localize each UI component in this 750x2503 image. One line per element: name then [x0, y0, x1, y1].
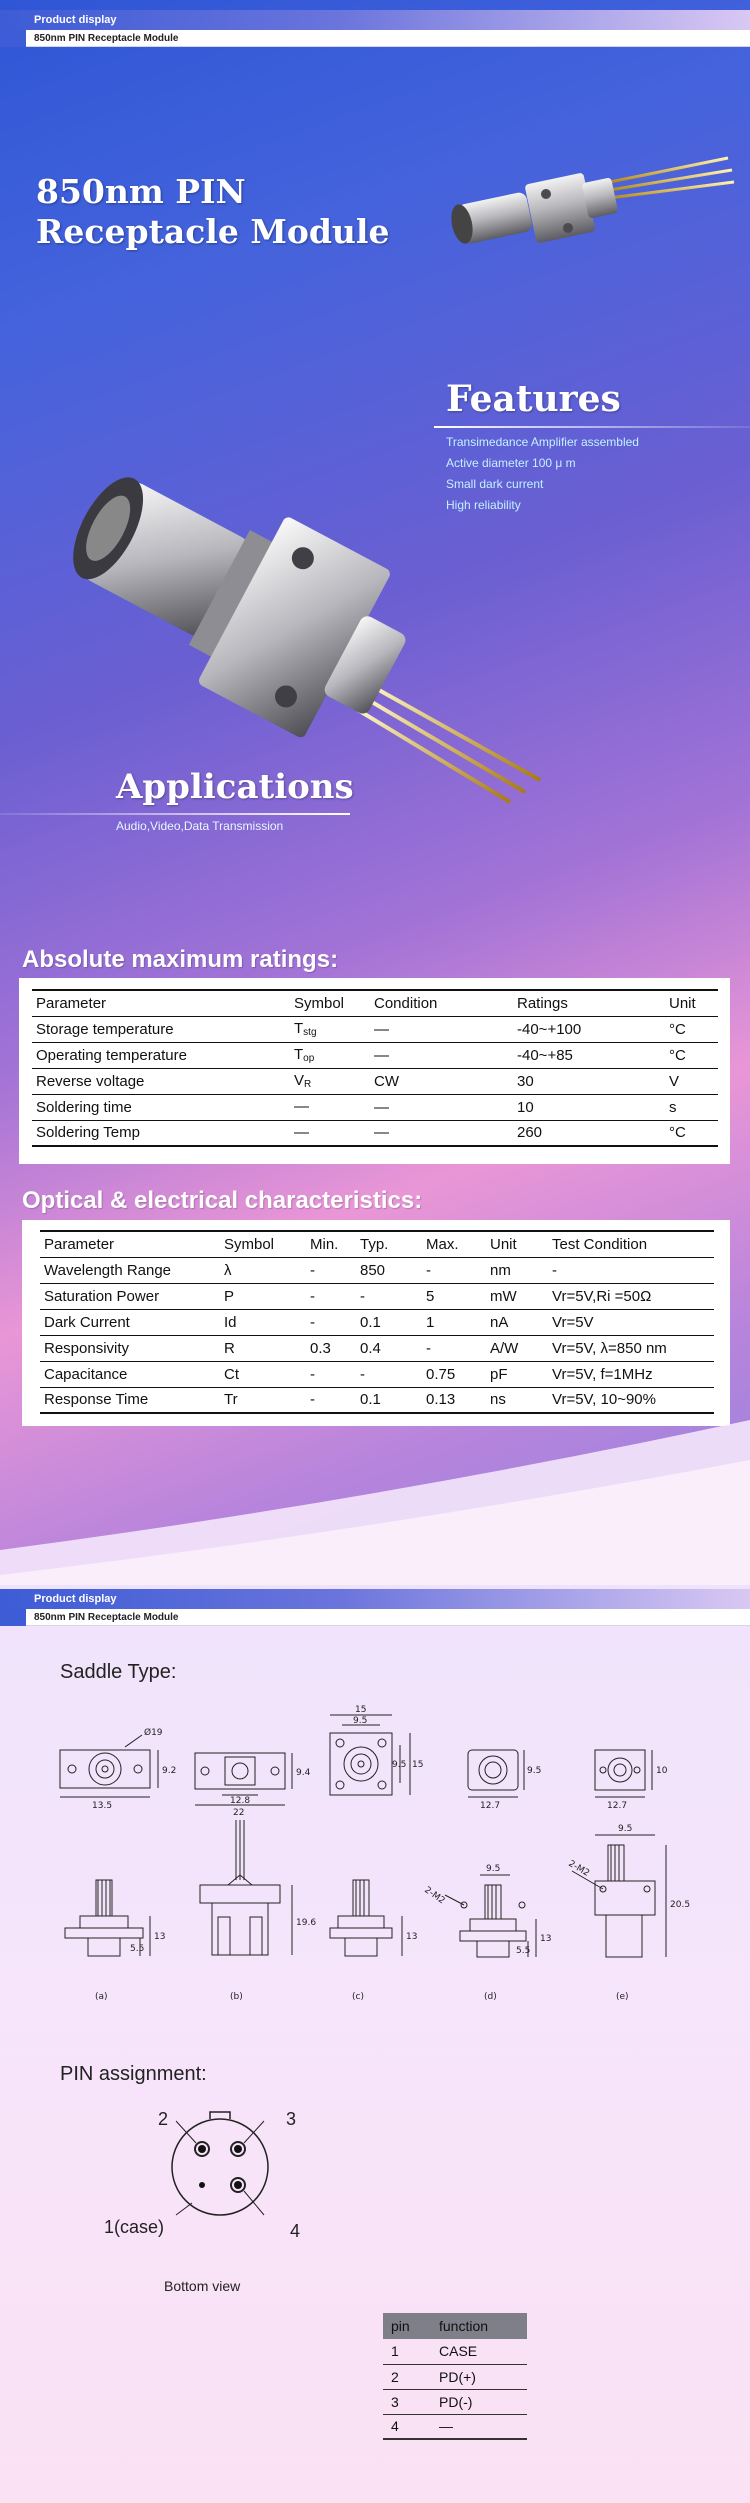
cell-condition: CW [370, 1068, 513, 1094]
dim-sd-screw: 2-M2 [422, 1885, 447, 1907]
cell-symbol: — [290, 1120, 370, 1146]
cell-symbol: $T_{op}$ [290, 1042, 370, 1068]
table-header-row [40, 1231, 714, 1257]
cell-condition: — [370, 1042, 513, 1068]
header-bar [0, 10, 750, 30]
cell-unit: °C [665, 1016, 718, 1042]
cell: - [306, 1387, 356, 1413]
table-row [32, 1042, 718, 1068]
col-header: function [431, 2313, 527, 2339]
cell: 0.13 [422, 1387, 486, 1413]
cell: Vr=5V [548, 1309, 714, 1335]
cell: CASE [431, 2339, 527, 2364]
cell-symbol: $T_{stg}$ [290, 1016, 370, 1042]
cell: A/W [486, 1335, 548, 1361]
cell-rating: 10 [513, 1094, 665, 1120]
col-header: Unit [665, 990, 718, 1016]
features-underline [434, 426, 750, 428]
dim-c-h2: 15 [412, 1760, 424, 1770]
col-header: Min. [306, 1231, 356, 1257]
cell: PD(-) [431, 2389, 527, 2414]
cell: - [306, 1257, 356, 1283]
cell-param: Storage temperature [32, 1016, 290, 1042]
header-tag: Product display [34, 1593, 117, 1605]
cell: 3 [383, 2389, 431, 2414]
header-bar [0, 1589, 750, 1609]
cell: Responsivity [40, 1335, 220, 1361]
cell: 0.4 [356, 1335, 422, 1361]
pin-table [383, 2313, 527, 2440]
pin-assignment-heading: PIN assignment: [60, 2063, 207, 2085]
cell: - [306, 1361, 356, 1387]
dim-a-w: 13.5 [92, 1801, 113, 1811]
cell: Vr=5V,Ri =50Ω [548, 1283, 714, 1309]
cell: Tr [220, 1387, 306, 1413]
table-row [32, 1094, 718, 1120]
cell: Dark Current [40, 1309, 220, 1335]
cell-param: Operating temperature [32, 1042, 290, 1068]
cell: nm [486, 1257, 548, 1283]
table-row [40, 1283, 714, 1309]
cell: 0.1 [356, 1387, 422, 1413]
cell: mW [486, 1283, 548, 1309]
table-row [383, 2339, 527, 2364]
cell-condition: — [370, 1094, 513, 1120]
cell-condition: — [370, 1120, 513, 1146]
dim-b-h: 9.4 [296, 1768, 311, 1778]
table-header-row [383, 2313, 527, 2339]
applications-underline [0, 813, 350, 815]
dim-se-h: 20.5 [670, 1900, 691, 1910]
cell: - [422, 1257, 486, 1283]
cell: pF [486, 1361, 548, 1387]
hero-title-line2: Receptacle Module [36, 212, 390, 251]
subtitle-bar [0, 1609, 750, 1626]
cell: 850 [356, 1257, 422, 1283]
dim-b-w2: 22 [233, 1808, 245, 1818]
cell-unit: s [665, 1094, 718, 1120]
cell-symbol: $V_R$ [290, 1068, 370, 1094]
cell: - [356, 1361, 422, 1387]
product-image-small [440, 140, 740, 260]
dim-sb-h: 19.6 [296, 1918, 317, 1928]
optical-heading: Optical & electrical characteristics: [22, 1187, 423, 1214]
top-view-a [60, 1727, 176, 1811]
cell-rating: 260 [513, 1120, 665, 1146]
cell: 0.75 [422, 1361, 486, 1387]
cell-param: Soldering Temp [32, 1120, 290, 1146]
abs-ratings-panel [19, 978, 730, 1164]
cell: Capacitance [40, 1361, 220, 1387]
product-display-section-2 [0, 1585, 750, 2503]
table-row [32, 1016, 718, 1042]
cell: 5 [422, 1283, 486, 1309]
cell: Wavelength Range [40, 1257, 220, 1283]
cell: Saturation Power [40, 1283, 220, 1309]
cell: 2 [383, 2364, 431, 2389]
cell: — [431, 2414, 527, 2439]
header-subtitle: 850nm PIN Receptacle Module [34, 1612, 179, 1623]
table-row [32, 1120, 718, 1146]
top-view-e [595, 1750, 668, 1811]
top-view-c [330, 1705, 423, 1795]
label-b: (b) [230, 1992, 243, 2002]
top-view-d [468, 1750, 541, 1811]
cell-symbol: — [290, 1094, 370, 1120]
cell: 1 [383, 2339, 431, 2364]
table-row [40, 1257, 714, 1283]
col-header: Unit [486, 1231, 548, 1257]
table-row [32, 1068, 718, 1094]
saddle-type-heading: Saddle Type: [60, 1661, 177, 1683]
side-view-b [200, 1820, 316, 2002]
dim-se-w: 9.5 [618, 1824, 633, 1834]
dim-d-h: 9.5 [527, 1766, 542, 1776]
dim-b-w1: 12.8 [230, 1796, 251, 1806]
cell: PD(+) [431, 2364, 527, 2389]
table-row [40, 1335, 714, 1361]
side-view-a [65, 1880, 165, 2002]
table-row [383, 2414, 527, 2439]
dim-sc-h: 13 [406, 1932, 418, 1942]
feature-item: High reliability [446, 498, 521, 512]
cell: - [422, 1335, 486, 1361]
top-view-b [195, 1753, 311, 1818]
abs-ratings-table [32, 989, 718, 1147]
cell: 0.3 [306, 1335, 356, 1361]
cell: - [548, 1257, 714, 1283]
features-heading: Features [446, 378, 621, 420]
cell: 0.1 [356, 1309, 422, 1335]
label-c: (c) [352, 1992, 364, 2002]
label-e: (e) [616, 1992, 629, 2002]
cell: Id [220, 1309, 306, 1335]
header-subtitle: 850nm PIN Receptacle Module [34, 33, 179, 44]
applications-heading: Applications [116, 767, 354, 807]
saddle-drawings [40, 1695, 740, 2025]
cell: Ct [220, 1361, 306, 1387]
dim-a-h: 9.2 [162, 1766, 177, 1776]
pin-label-4: 4 [290, 2221, 301, 2241]
cell-unit: V [665, 1068, 718, 1094]
pin-label-2: 2 [158, 2109, 169, 2129]
cell: - [306, 1283, 356, 1309]
pin-label-3: 3 [286, 2109, 297, 2129]
cell: λ [220, 1257, 306, 1283]
dim-a-dia: Ø19 [144, 1728, 163, 1738]
cell-rating: -40~+100 [513, 1016, 665, 1042]
subtitle-bar [0, 30, 750, 47]
side-view-e [567, 1824, 691, 2002]
cell-param: Soldering time [32, 1094, 290, 1120]
dim-se-screw: 2-M2 [566, 1858, 591, 1879]
cell: ns [486, 1387, 548, 1413]
cell-unit: °C [665, 1042, 718, 1068]
cell: - [306, 1309, 356, 1335]
bottom-view-caption: Bottom view [164, 2278, 241, 2294]
dim-sa-h2: 5.5 [130, 1944, 145, 1954]
dim-sa-h1: 13 [154, 1932, 166, 1942]
hero-title [36, 172, 456, 252]
cell: Vr=5V, λ=850 nm [548, 1335, 714, 1361]
table-row [40, 1309, 714, 1335]
cell-condition: — [370, 1016, 513, 1042]
cell: P [220, 1283, 306, 1309]
dim-sd-h2: 5.5 [516, 1946, 531, 1956]
table-row [383, 2364, 527, 2389]
cell: 1 [422, 1309, 486, 1335]
side-view-c [330, 1880, 417, 2002]
col-header: Max. [422, 1231, 486, 1257]
label-a: (a) [95, 1992, 108, 2002]
cell-param: Reverse voltage [32, 1068, 290, 1094]
col-header: Symbol [220, 1231, 306, 1257]
dim-d-w: 12.7 [480, 1801, 501, 1811]
dim-e-h: 10 [656, 1766, 668, 1776]
table-row [383, 2389, 527, 2414]
pin-label-1: 1(case) [104, 2217, 165, 2237]
cell: - [356, 1283, 422, 1309]
col-header: Test Condition [548, 1231, 714, 1257]
col-header: pin [383, 2313, 431, 2339]
dim-c-w2: 9.5 [353, 1716, 368, 1726]
cell: 4 [383, 2414, 431, 2439]
col-header: Condition [370, 990, 513, 1016]
cell: R [220, 1335, 306, 1361]
col-header: Parameter [40, 1231, 220, 1257]
dim-c-h1: 9.5 [392, 1760, 407, 1770]
dim-c-w1: 15 [355, 1705, 367, 1715]
col-header: Parameter [32, 990, 290, 1016]
feature-item: Transimedance Amplifier assembled [446, 435, 639, 449]
label-d: (d) [484, 1992, 497, 2002]
cell-rating: 30 [513, 1068, 665, 1094]
feature-item: Active diameter 100 μ m [446, 456, 576, 470]
table-header-row [32, 990, 718, 1016]
cell-rating: -40~+85 [513, 1042, 665, 1068]
applications-text: Audio,Video,Data Transmission [116, 819, 284, 833]
col-header: Ratings [513, 990, 665, 1016]
col-header: Symbol [290, 990, 370, 1016]
cell: nA [486, 1309, 548, 1335]
cell: Response Time [40, 1387, 220, 1413]
header-tag: Product display [34, 14, 117, 26]
cell-unit: °C [665, 1120, 718, 1146]
cell: Vr=5V, 10~90% [548, 1387, 714, 1413]
col-header: Typ. [356, 1231, 422, 1257]
dim-e-w: 12.7 [607, 1801, 628, 1811]
hero-title-line1: 850nm PIN [36, 172, 246, 211]
side-view-d [422, 1864, 551, 2002]
decorative-sweep [0, 1360, 750, 1585]
dim-sd-w: 9.5 [486, 1864, 501, 1874]
cell: Vr=5V, f=1MHz [548, 1361, 714, 1387]
feature-item: Small dark current [446, 477, 544, 491]
abs-ratings-heading: Absolute maximum ratings: [22, 946, 339, 973]
dim-sd-h1: 13 [540, 1934, 552, 1944]
